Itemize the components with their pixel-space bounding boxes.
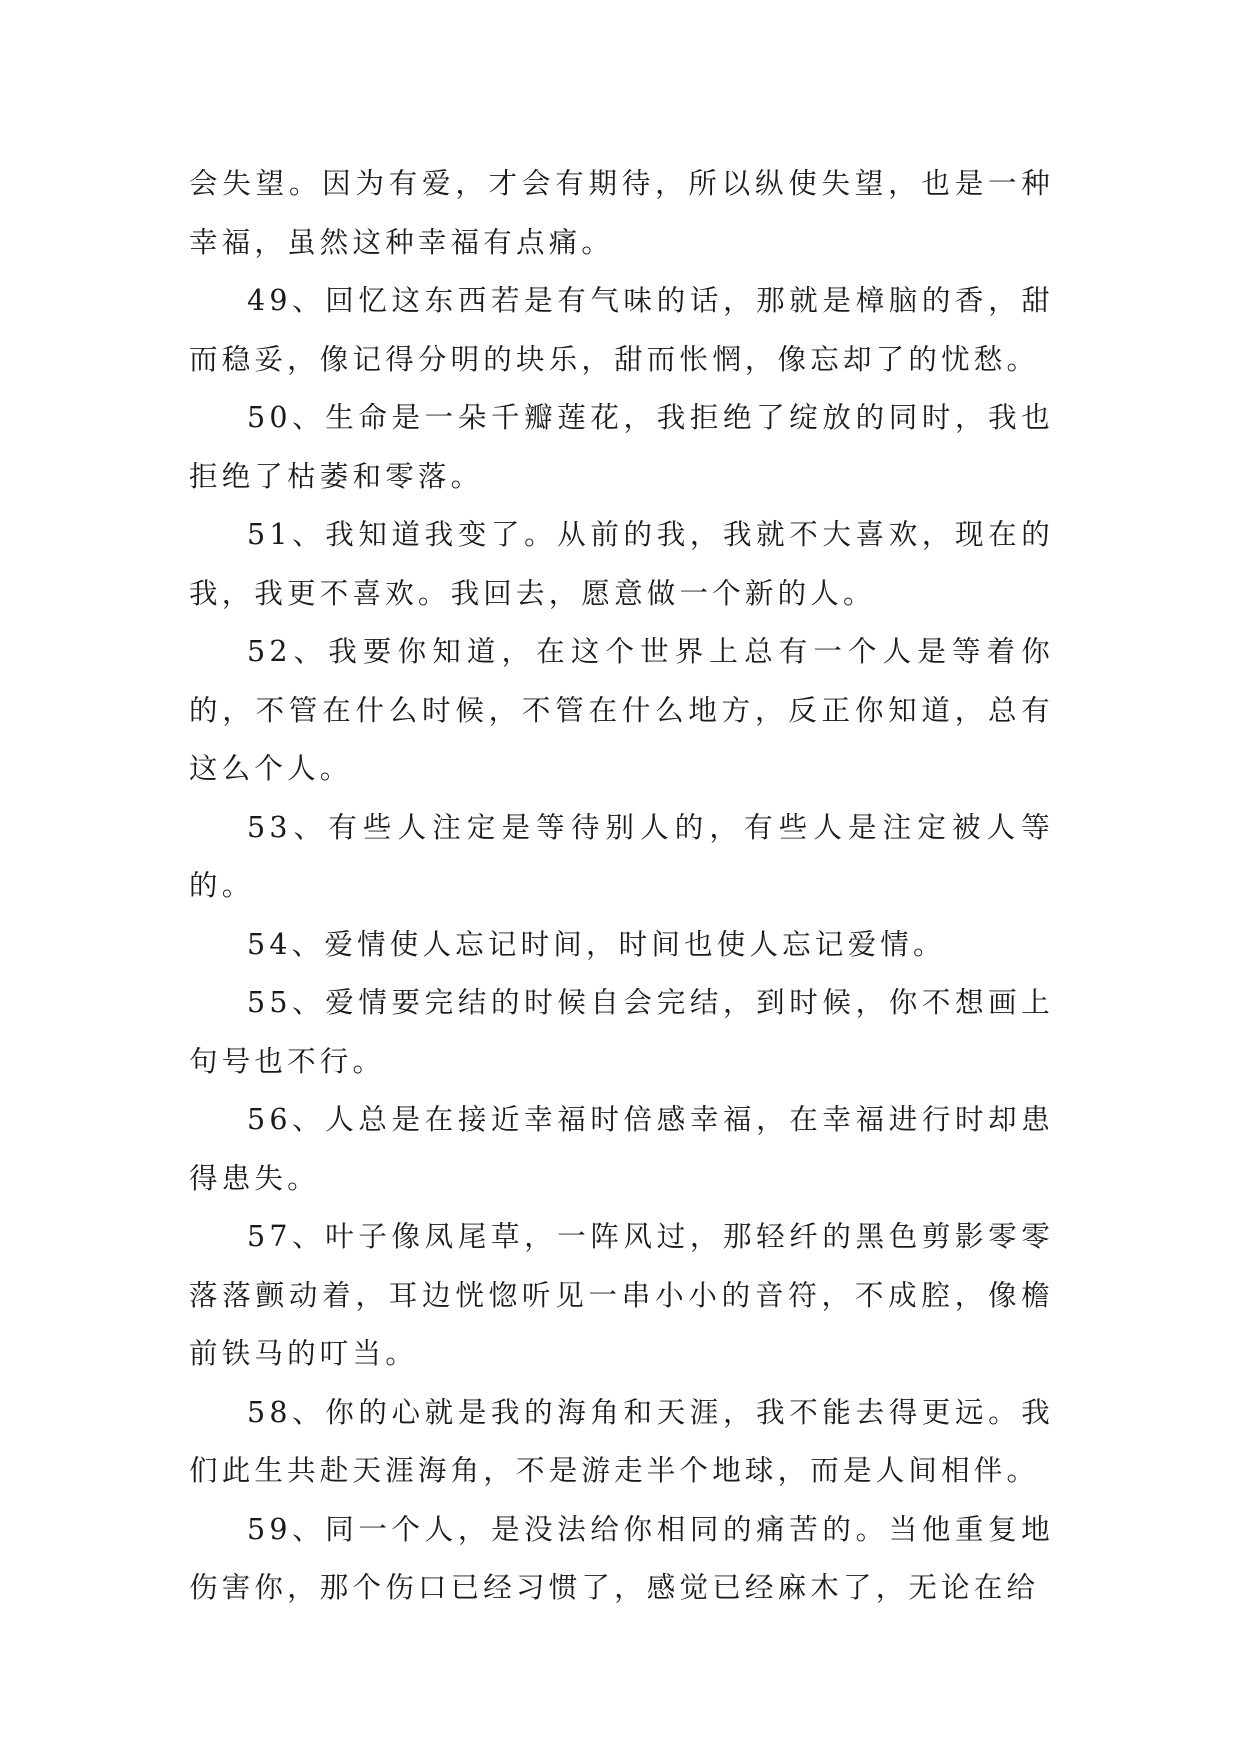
document-body [189, 155, 1054, 1618]
paragraph-52: 52、我要你知道，在这个世界上总有一个人是等着你的，不管在什么时候，不管在什么地方，反正你知道，总有这么个人。 [189, 635, 1054, 785]
paragraph-58: 58、你的心就是我的海角和天涯，我不能去得更远。我们此生共赴天涯海角，不是游走半个地球，而是人间相伴。 [189, 1395, 1054, 1487]
paragraph-56: 56、人总是在接近幸福时倍感幸福，在幸福进行时却患得患失。 [189, 1103, 1054, 1195]
paragraph-53: 53、有些人注定是等待别人的，有些人是注定被人等的。 [189, 810, 1054, 902]
paragraph-50: 50、生命是一朵千瓣莲花，我拒绝了绽放的同时，我也拒绝了枯萎和零落。 [189, 401, 1054, 493]
paragraph-57: 57、叶子像凤尾草，一阵风过，那轻纤的黑色剪影零零落落颤动着，耳边恍惚听见一串小小的音符，不成腔，像檐前铁马的叮当。 [189, 1220, 1054, 1370]
paragraph-54: 54、爱情使人忘记时间，时间也使人忘记爱情。 [247, 927, 946, 961]
paragraph-55: 55、爱情要完结的时候自会完结，到时候，你不想画上句号也不行。 [189, 986, 1054, 1078]
paragraph-51: 51、我知道我变了。从前的我，我就不大喜欢，现在的我，我更不喜欢。我回去，愿意做一个新的人。 [189, 518, 1054, 610]
paragraph-59: 59、同一个人，是没法给你相同的痛苦的。当他重复地伤害你，那个伤口已经习惯了，感觉已经麻木了，无论在给 [189, 1512, 1054, 1604]
paragraph-49: 49、回忆这东西若是有气味的话，那就是樟脑的香，甜而稳妥，像记得分明的块乐，甜而怅惘，像忘却了的忧愁。 [189, 284, 1054, 376]
paragraph-continuation: 会失望。因为有爱，才会有期待，所以纵使失望，也是一种幸福，虽然这种幸福有点痛。 [189, 167, 1054, 259]
